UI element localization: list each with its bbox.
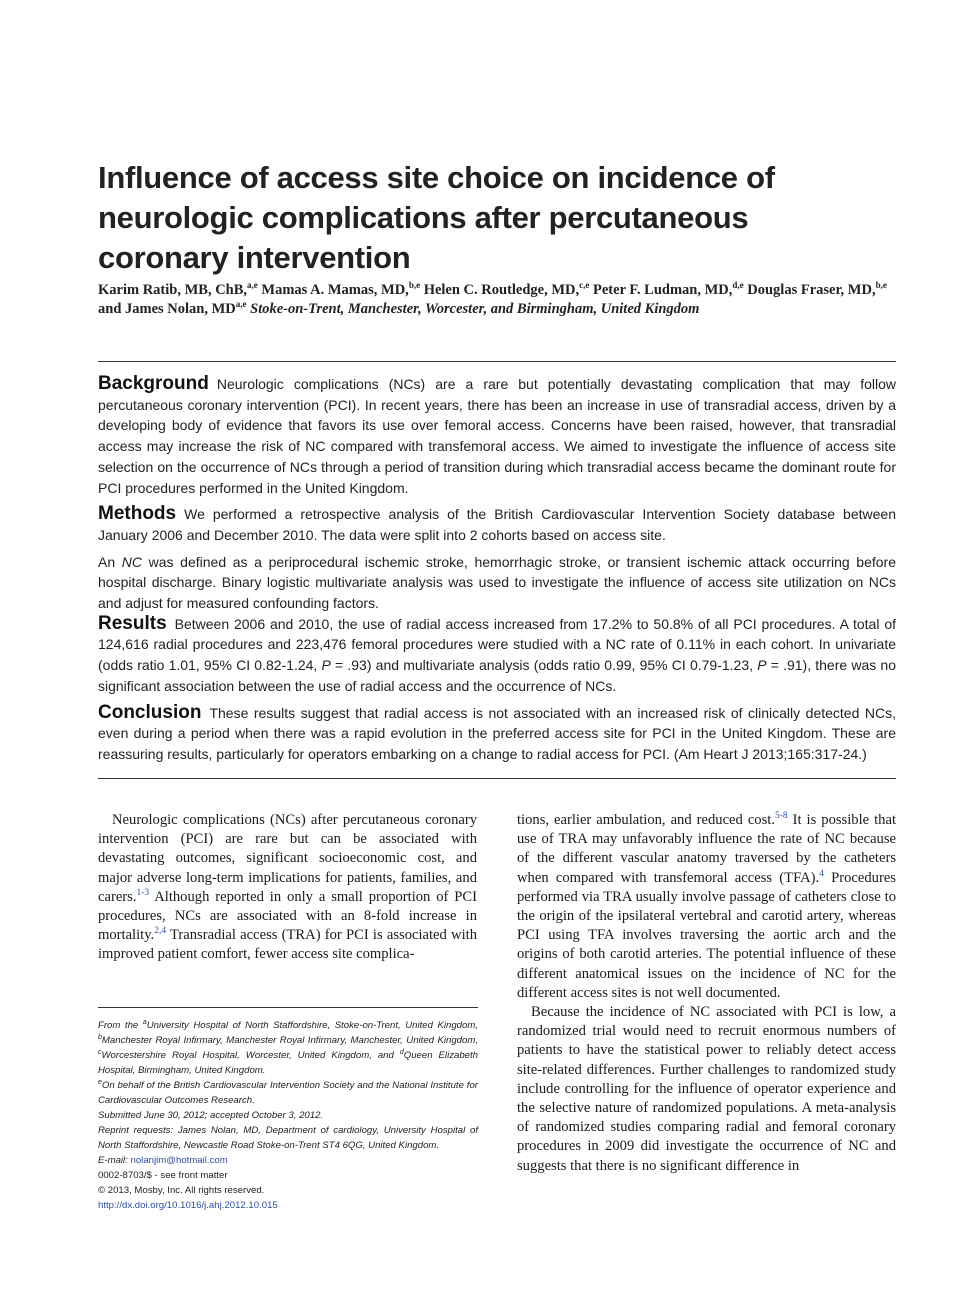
author-name: and James Nolan, MD <box>98 300 236 317</box>
abstract-conclusion <box>98 703 896 765</box>
footnotes <box>98 1018 478 1213</box>
body-paragraph <box>517 811 896 1003</box>
abstract-results <box>98 614 896 697</box>
article-title: Influence of access site choice on incidence of neurologic complications after percutaneous coronary intervention <box>98 160 775 275</box>
abstract-bottom-rule <box>98 778 896 779</box>
results-text-c: = .91), there was no significant association between the use of radial access and the occurrence of NCs. <box>98 657 896 694</box>
author-name: Mamas A. Mamas, MD, <box>261 282 409 298</box>
footnote-text: On behalf of the British Cardiovascular Intervention Society and the National Institute for Cardiovascular Outcomes Research. <box>98 1080 478 1106</box>
affiliation-marker: b <box>98 1033 102 1041</box>
submission-dates: Submitted June 30, 2012; accepted October 3, 2012. <box>98 1110 324 1121</box>
affiliation-marker: e <box>98 1078 102 1086</box>
results-p-symbol: P <box>321 657 331 674</box>
abstract-methods-definition <box>98 552 896 614</box>
body-text: Procedures performed via TRA usually involve passage of catheters close to the origin of the ipsilateral vertebral and carotid artery, whereas PCI using TFA involves traversing the aortic arch and the origins of both carotid arteries. The potential influence of these different anatomical issues on the incidence of NC for the different access sites is not well documented. <box>517 869 896 1001</box>
doi-link[interactable]: http://dx.doi.org/10.1016/j.ahj.2012.10.015 <box>98 1200 278 1211</box>
email-link[interactable]: nolanjim@hotmail.com <box>130 1155 228 1166</box>
body-column-left <box>98 811 477 965</box>
abstract-top-rule <box>98 361 896 362</box>
author-affiliation: c,e <box>579 280 590 291</box>
affiliation-marker: d <box>399 1048 404 1056</box>
results-heading: Results <box>98 612 167 634</box>
footnote-rule <box>98 1007 478 1008</box>
copyright-line: © 2013, Mosby, Inc. All rights reserved. <box>98 1185 265 1196</box>
methods-heading: Methods <box>98 503 177 525</box>
methods-text: We performed a retrospective analysis of the British Cardiovascular Intervention Society database between January 2006 and December 2010. The data were split into 2 cohorts based on access site. <box>98 506 896 543</box>
author-affiliation: b,e <box>408 280 421 291</box>
author-name: Helen C. Routledge, MD, <box>423 282 580 298</box>
body-paragraph: Because the incidence of NC associated with PCI is low, a randomized trial would need to recruit enormous numbers of patients to have the statistical power to reliably detect access site-related differences. Further challenges to randomized study include controlling for the influence of operator experience and the selective nature of randomized populations. A meta-analysis of randomized studies comparing radial and femoral coronary procedures in 2009 did investigate the occurrence of NC and suggests that there is no significant difference in <box>517 1004 896 1174</box>
author-affiliation: a,e <box>247 280 258 291</box>
citation-link[interactable]: 2,4 <box>154 926 167 937</box>
body-text: Neurologic complications (NCs) after percutaneous coronary intervention (PCI) are rare but can be associated with devastating outcomes, significant socioeconomic cost, and major adverse long-term implications for patients, families, and carers. <box>98 812 477 905</box>
methods-definition-lead: An <box>98 553 122 570</box>
consortium-footnote <box>98 1078 478 1108</box>
background-text: Neurologic complications (NCs) are a rare but potentially devastating complication that may follow percutaneous coronary intervention (PCI). In recent years, there has been an increase in use of transradial access, driven by a developing body of evidence that favors its use over femoral access. Concerns have been raised, however, that transradial access may increase the risk of NC compared with transfemoral access. We aimed to investigate the influence of access site selection on the occurrence of NCs through a period of transition during which transradial access became the dominant route for PCI procedures performed in the United Kingdom. <box>98 376 896 496</box>
author-affiliation: a,e <box>235 298 247 309</box>
doi-line <box>98 1198 478 1213</box>
body-text: tions, earlier ambulation, and reduced cost. <box>517 812 775 828</box>
footnote-text: University Hospital of North Staffordshire, Stoke-on-Trent, United Kingdom, <box>146 1020 478 1031</box>
body-text: It is possible that use of TRA may unfavorably influence the rate of NC because of the different vascular anatomy traversed by the catheters when compared with transfemoral access (TFA). <box>517 812 896 886</box>
author-list <box>98 281 888 318</box>
author-name: Peter F. Ludman, MD, <box>593 282 733 298</box>
abstract <box>98 374 896 771</box>
footnote-text: Manchester Royal Infirmary, Manchester Royal Infirmary, Manchester, United Kingdom, <box>101 1035 478 1046</box>
author-name: Douglas Fraser, MD, <box>747 282 876 298</box>
affiliations-footnote <box>98 1018 478 1078</box>
email-label: E-mail: <box>98 1155 131 1166</box>
abstract-methods <box>98 504 896 545</box>
abstract-background <box>98 374 896 498</box>
footnote-text: From the <box>98 1020 143 1031</box>
issn-line: 0002-8703/$ - see front matter <box>98 1170 228 1181</box>
footnote-text: Queen Elizabeth Hospital, Birmingham, United Kingdom. <box>98 1050 479 1076</box>
footnote-text: Worcestershire Royal Hospital, Worcester, United Kingdom, and <box>101 1050 400 1061</box>
methods-definition-term: NC <box>121 553 142 570</box>
citation-link[interactable]: 4 <box>819 868 824 879</box>
body-text: Although reported in only a small proportion of PCI procedures, NCs are associated with an 8-fold increase in mortality. <box>98 888 477 944</box>
body-text: Transradial access (TRA) for PCI is associated with improved patient comfort, fewer access site complica- <box>98 927 477 963</box>
reprint-requests: Reprint requests: James Nolan, MD, Department of cardiology, University Hospital of North Staffordshire, Newcastle Road Stoke-on-Trent ST4 6QG, United Kingdom. <box>98 1125 478 1151</box>
citation-link[interactable]: 1-3 <box>136 887 150 898</box>
citation-link[interactable]: 5-8 <box>774 811 788 822</box>
body-column-right <box>517 811 896 1176</box>
affiliation-marker: a <box>142 1018 147 1026</box>
results-text-a: Between 2006 and 2010, the use of radial access increased from 17.2% to 50.8% of all PCI procedures. A total of 124,616 radial procedures and 223,476 femoral procedures were studied with a NC rate of 0.11% in each cohort. In univariate (odds ratio 1.01, 95% CI 0.82-1.24, <box>98 615 896 674</box>
conclusion-text: These results suggest that radial access is not associated with an increased risk of clinically detected NCs, even during a period when there was a rapid evolution in the preferred access site for PCI in the United Kingdom. These are reassuring results, particularly for operators embarking on a change to radial access for PCI. (Am Heart J 2013;165:317-24.) <box>98 704 896 762</box>
background-heading: Background <box>98 373 209 394</box>
results-p-symbol: P <box>757 657 767 674</box>
author-affiliation: d,e <box>732 280 744 291</box>
email-line <box>98 1153 478 1168</box>
results-text-b: = .93) and multivariate analysis (odds ratio 0.99, 95% CI 0.79-1.23, <box>330 657 758 674</box>
author-locations: Stoke-on-Trent, Manchester, Worcester, and Birmingham, United Kingdom <box>250 300 700 317</box>
methods-definition-text: was defined as a periprocedural ischemic stroke, hemorrhagic stroke, or transient ischemic attack occurring before hospital discharge. Binary logistic multivariate analysis was used to investigate the influence of access site utilization on NCs and adjust for measured confounding factors. <box>98 553 896 612</box>
body-paragraph <box>98 811 477 965</box>
author-name: Karim Ratib, MB, ChB, <box>98 282 248 298</box>
affiliation-marker: c <box>98 1048 102 1056</box>
author-affiliation: b,e <box>875 280 887 291</box>
conclusion-heading: Conclusion <box>98 701 202 723</box>
